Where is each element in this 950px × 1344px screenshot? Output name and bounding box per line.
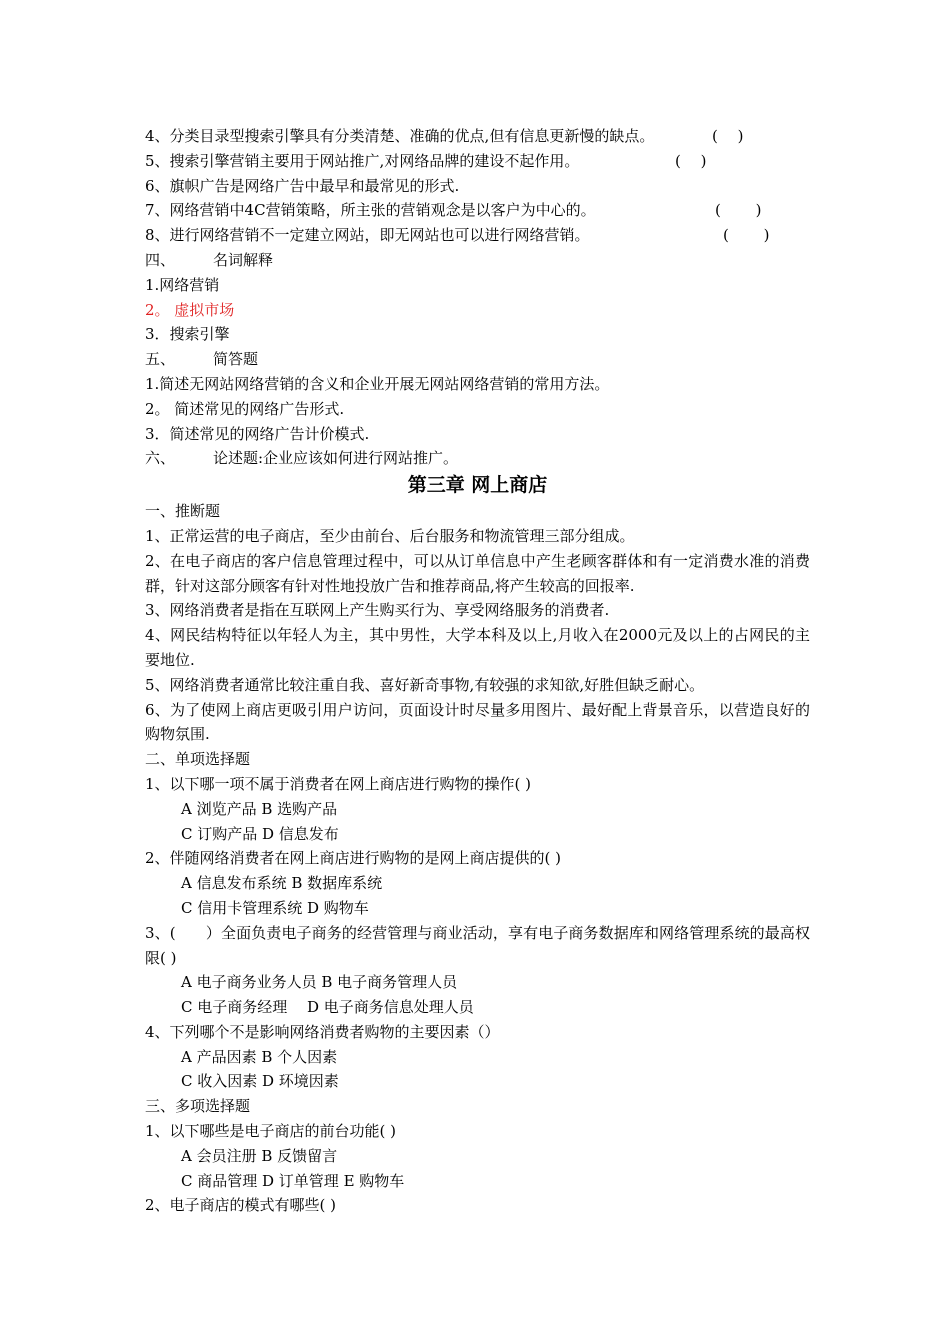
answer-paren: ( ) <box>723 226 770 245</box>
judgment-item: 2、在电子商店的客户信息管理过程中，可以从订单信息中产生老顾客群体和有一定消费水准的消费群，针对这部分顾客有针对性地投放广告和推荐商品,将产生较高的回报率. <box>145 551 810 595</box>
multi-choice-question: 1、以下哪些是电子商店的前台功能( ) <box>145 1122 397 1141</box>
section-heading-terms <box>145 248 810 273</box>
tf-item-text: 4、分类目录型搜索引擎具有分类清楚、准确的优点,但有信息更新慢的缺点。 <box>145 127 655 145</box>
part-title-multi-choice: 三、多项选择题 <box>145 1097 251 1116</box>
tf-item-6 <box>145 174 810 199</box>
judgment-item: 4、网民结构特征以年轻人为主，其中男性，大学本科及以上,月收入在2000元及以上的占网民的主要地位. <box>145 626 810 669</box>
tf-item-5 <box>145 149 810 174</box>
term-item: 1.网络营销 <box>145 275 220 294</box>
answer-paren: ( ) <box>715 201 762 220</box>
choice-options: A 浏览产品 B 选购产品 <box>181 799 338 818</box>
short-answer-item: 1.简述无网站网络营销的含义和企业开展无网站网络营销的常用方法。 <box>145 374 610 393</box>
choice-options: C 收入因素 D 环境因素 <box>181 1072 339 1091</box>
section-heading-essay <box>145 446 810 471</box>
part-title-judgment: 一、推断题 <box>145 502 221 521</box>
tf-item-text: 6、旗帜广告是网络广告中最早和最常见的形式. <box>145 176 460 195</box>
part-title-single-choice: 二、单项选择题 <box>145 750 251 769</box>
section-number: 五、 <box>145 350 176 369</box>
choice-options: A 产品因素 B 个人因素 <box>181 1047 338 1066</box>
tf-item-4 <box>145 124 810 149</box>
single-choice-question: 3、( ）全面负责电子商务的经营管理与商业活动，享有电子商务数据库和网络管理系统的最高权限( ) <box>145 923 810 967</box>
section-title: 简答题 <box>213 350 259 369</box>
choice-options: C 电子商务经理 D 电子商务信息处理人员 <box>181 998 474 1017</box>
choice-options: A 会员注册 B 反馈留言 <box>181 1146 338 1165</box>
answer-paren: ( ) <box>712 127 744 145</box>
section-title: 论述题:企业应该如何进行网站推广。 <box>213 449 459 468</box>
choice-options: C 订购产品 D 信息发布 <box>181 824 339 843</box>
choice-options: A 电子商务业务人员 B 电子商务管理人员 <box>181 973 458 992</box>
chapter-title: 第三章 网上商店 <box>407 474 548 497</box>
tf-item-text: 8、进行网络营销不一定建立网站，即无网站也可以进行网络营销。 <box>145 226 590 245</box>
choice-options: A 信息发布系统 B 数据库系统 <box>181 874 383 893</box>
choice-options: C 商品管理 D 订单管理 E 购物车 <box>181 1171 405 1190</box>
judgment-item: 5、网络消费者通常比较注重自我、喜好新奇事物,有较强的求知欲,好胜但缺乏耐心。 <box>145 675 705 694</box>
section-number: 四、 <box>145 250 176 269</box>
tf-item-7 <box>145 198 810 223</box>
tf-item-text: 5、搜索引擎营销主要用于网站推广,对网络品牌的建设不起作用。 <box>145 151 580 170</box>
tf-item-text: 7、网络营销中4C营销策略，所主张的营销观念是以客户为中心的。 <box>145 201 596 220</box>
section-heading-short-answer <box>145 347 810 372</box>
judgment-item: 3、网络消费者是指在互联网上产生购买行为、享受网络服务的消费者. <box>145 601 610 620</box>
choice-options: C 信用卡管理系统 D 购物车 <box>181 898 369 917</box>
answer-paren: ( ) <box>675 151 707 170</box>
single-choice-question: 2、伴随网络消费者在网上商店进行购物的是网上商店提供的( ) <box>145 849 562 868</box>
single-choice-question: 1、以下哪一项不属于消费者在网上商店进行购物的操作( ) <box>145 774 532 793</box>
term-item-highlighted: 2。 虚拟市场 <box>145 300 235 319</box>
short-answer-item: 2。 简述常见的网络广告形式. <box>145 399 345 418</box>
multi-choice-question: 2、电子商店的模式有哪些( ) <box>145 1196 337 1215</box>
single-choice-question: 4、下列哪个不是影响网络消费者购物的主要因素（） <box>145 1022 500 1041</box>
term-item: 3．搜索引擎 <box>145 325 230 344</box>
document-page <box>145 124 810 1218</box>
judgment-item: 6、为了使网上商店更吸引用户访问，页面设计时尽量多用图片、最好配上背景音乐，以营造良好的购物氛围. <box>145 700 810 744</box>
section-number: 六、 <box>145 449 176 468</box>
tf-item-8 <box>145 223 810 248</box>
short-answer-item: 3．简述常见的网络广告计价模式. <box>145 424 370 443</box>
section-title: 名词解释 <box>213 250 274 269</box>
judgment-item: 1、正常运营的电子商店，至少由前台、后台服务和物流管理三部分组成。 <box>145 526 635 545</box>
